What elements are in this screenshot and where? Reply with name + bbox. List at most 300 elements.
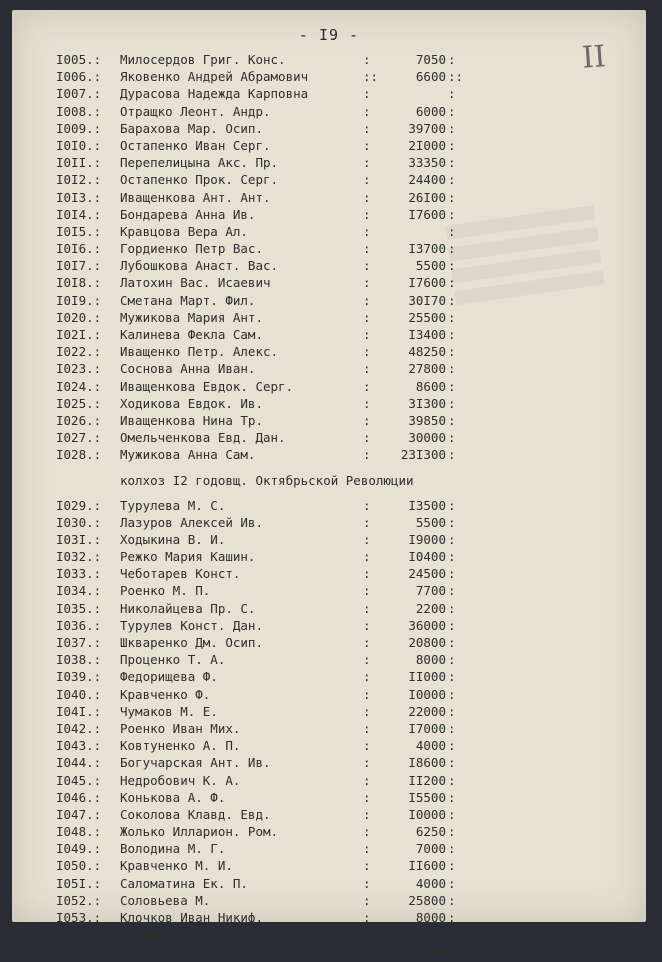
amount: I8600 xyxy=(408,755,446,771)
list-row xyxy=(56,773,536,790)
entry-number: I035.: xyxy=(56,600,102,616)
person-name: Кравцова Вера Ал. xyxy=(120,223,248,239)
person-name: Иващенкова Евдок. Серг. xyxy=(120,378,294,394)
list-row xyxy=(56,549,536,566)
entry-number: I047.: xyxy=(56,806,102,822)
separator: : xyxy=(448,155,456,171)
amount: 24400 xyxy=(408,172,446,188)
separator: : xyxy=(363,772,371,788)
amount: 8000 xyxy=(415,652,446,668)
amount: 22000 xyxy=(408,703,446,719)
amount: I2300 xyxy=(408,944,446,960)
separator: : xyxy=(448,514,456,530)
separator: : xyxy=(363,944,371,960)
entry-number: I028.: xyxy=(56,447,102,463)
entry-number: I007.: xyxy=(56,86,102,102)
entry-number: I055.: xyxy=(56,944,102,960)
list-row xyxy=(56,790,536,807)
amount: 30000 xyxy=(408,430,446,446)
entry-number: I049.: xyxy=(56,841,102,857)
entry-number: I009.: xyxy=(56,120,102,136)
entry-number: I033.: xyxy=(56,566,102,582)
person-name: Ковтуненко А. П. xyxy=(120,738,241,754)
separator: : xyxy=(363,447,371,463)
person-name: Латохин Вас. Исаевич xyxy=(120,275,271,291)
person-name: Клочков Иван Никиф. xyxy=(120,910,263,925)
entry-number: I005.: xyxy=(56,52,102,67)
entry-number: I039.: xyxy=(56,669,102,685)
separator: : xyxy=(448,789,456,805)
separator: : xyxy=(363,617,371,633)
separator: : xyxy=(363,52,371,67)
entry-number: I04I.: xyxy=(56,703,102,719)
list-row xyxy=(56,447,536,464)
entry-number: I054.: xyxy=(56,927,102,943)
person-name: Николайцева Пр. С. xyxy=(120,600,256,616)
separator: : xyxy=(448,686,456,702)
separator: : xyxy=(448,772,456,788)
payment-list xyxy=(56,52,536,962)
separator: : xyxy=(363,566,371,582)
person-name: Соколова Клавд. Евд. xyxy=(120,806,271,822)
separator: : xyxy=(448,841,456,857)
separator: : xyxy=(363,327,371,342)
list-row xyxy=(56,327,536,344)
person-name: Режко Мария Кашин. xyxy=(120,549,256,565)
amount: 8600 xyxy=(415,378,446,394)
amount: 26I00 xyxy=(408,189,446,205)
amount: 20800 xyxy=(408,635,446,650)
amount: 33350 xyxy=(408,155,446,171)
amount: 39700 xyxy=(408,120,446,136)
separator: : xyxy=(448,824,456,840)
entry-number: I0I5.: xyxy=(56,223,102,239)
separator: : xyxy=(363,892,371,908)
person-name: Ходыкина В. И. xyxy=(120,531,226,547)
separator: : xyxy=(448,395,456,411)
separator: : xyxy=(448,497,456,513)
separator: : xyxy=(448,86,456,102)
person-name: Иващенкова Нина Тр. xyxy=(120,412,263,428)
entry-number: I006.: xyxy=(56,69,102,85)
separator: : xyxy=(448,875,456,891)
separator: : xyxy=(448,189,456,205)
separator: : xyxy=(363,430,371,446)
entry-number: I023.: xyxy=(56,361,102,377)
separator: : xyxy=(448,703,456,719)
separator: : xyxy=(363,497,371,513)
person-name: Калинева Фекла Сам. xyxy=(120,327,263,342)
separator: : xyxy=(448,52,456,67)
separator: : xyxy=(363,344,371,360)
entry-number: I0I9.: xyxy=(56,292,102,308)
amount: 7700 xyxy=(415,583,446,599)
separator: : xyxy=(448,292,456,308)
amount: I3400 xyxy=(408,327,446,342)
separator: :: xyxy=(363,69,379,85)
entry-number: I024.: xyxy=(56,378,102,394)
list-row xyxy=(56,361,536,378)
list-row xyxy=(56,652,536,669)
person-name: Турулев Конст. Дан. xyxy=(120,617,263,633)
person-name: Мужикова Анна Сам. xyxy=(120,447,256,463)
separator: : xyxy=(448,858,456,874)
amount: I3700 xyxy=(408,241,446,257)
person-name: Омельченкова Евд. Дан. xyxy=(120,430,286,446)
amount: 2I000 xyxy=(408,137,446,153)
separator: : xyxy=(448,327,456,342)
person-name: Турулева М. С. xyxy=(120,497,226,513)
amount: 30I70 xyxy=(408,292,446,308)
list-row xyxy=(56,52,536,69)
separator: : xyxy=(363,395,371,411)
separator: : xyxy=(363,258,371,274)
entry-number: I008.: xyxy=(56,103,102,119)
separator: : xyxy=(363,686,371,702)
separator: : xyxy=(363,172,371,188)
amount: 6600 xyxy=(415,69,446,85)
list-row xyxy=(56,532,536,549)
entry-number: I022.: xyxy=(56,344,102,360)
person-name: Ходикова Евдок. Ив. xyxy=(120,395,263,411)
list-row xyxy=(56,755,536,772)
document-page xyxy=(12,10,646,960)
amount: 5500 xyxy=(415,258,446,274)
separator: : xyxy=(363,806,371,822)
list-row xyxy=(56,207,536,224)
separator: : xyxy=(448,361,456,377)
entry-number: I040.: xyxy=(56,686,102,702)
list-row xyxy=(56,104,536,121)
list-row xyxy=(56,344,536,361)
person-name: Саломатина Ек. П. xyxy=(120,875,248,891)
entry-number: I02I.: xyxy=(56,327,102,342)
separator: : xyxy=(448,275,456,291)
entry-number: I043.: xyxy=(56,738,102,754)
list-row xyxy=(56,155,536,172)
list-row xyxy=(56,824,536,841)
separator: : xyxy=(448,549,456,565)
person-name: Чеботарев Конст. xyxy=(120,566,241,582)
list-row xyxy=(56,69,536,86)
separator: : xyxy=(363,600,371,616)
amount: 25800 xyxy=(408,892,446,908)
separator: : xyxy=(448,738,456,754)
entry-number: I044.: xyxy=(56,755,102,771)
amount: 6I00 xyxy=(415,927,446,943)
separator: : xyxy=(448,927,456,943)
person-name: Рыбальченко Иван Яковлевич xyxy=(120,927,316,943)
separator: : xyxy=(448,566,456,582)
person-name: Остапенко Прок. Серг. xyxy=(120,172,279,188)
entry-number: I0I3.: xyxy=(56,189,102,205)
person-name: Лубошкова Анаст. Вас. xyxy=(120,258,279,274)
person-name: Шкваренко Дм. Осип. xyxy=(120,635,263,650)
separator: : xyxy=(448,635,456,650)
person-name: Дурасова Надежда Карповна xyxy=(120,86,309,102)
amount: 8000 xyxy=(415,910,446,925)
separator: : xyxy=(448,258,456,274)
entry-number: I0I2.: xyxy=(56,172,102,188)
entry-number: I0II.: xyxy=(56,155,102,171)
separator: : xyxy=(363,635,371,650)
list-row xyxy=(56,293,536,310)
list-row xyxy=(56,704,536,721)
separator: : xyxy=(448,892,456,908)
list-row xyxy=(56,224,536,241)
entry-number: I038.: xyxy=(56,652,102,668)
separator: : xyxy=(363,669,371,685)
amount: 4000 xyxy=(415,875,446,891)
separator: : xyxy=(448,137,456,153)
list-row xyxy=(56,601,536,618)
entry-number: I048.: xyxy=(56,824,102,840)
separator: : xyxy=(448,344,456,360)
amount: I9000 xyxy=(408,531,446,547)
entry-number: I029.: xyxy=(56,497,102,513)
amount: 36000 xyxy=(408,617,446,633)
separator: :: xyxy=(448,69,464,85)
separator: : xyxy=(448,944,456,960)
entry-number: I030.: xyxy=(56,514,102,530)
list-row xyxy=(56,635,536,652)
list-row xyxy=(56,876,536,893)
amount: 23I300 xyxy=(400,447,446,463)
list-row xyxy=(56,310,536,327)
person-name: Отращко Леонт. Андр. xyxy=(120,103,271,119)
separator: : xyxy=(448,430,456,446)
person-name: Иващенкова Ант. Ант. xyxy=(120,189,271,205)
person-name: Милосердов Григ. Конс. xyxy=(120,52,286,67)
amount: II600 xyxy=(408,858,446,874)
separator: : xyxy=(363,789,371,805)
person-name: Жолько Илларион. Ром. xyxy=(120,824,279,840)
separator: : xyxy=(363,652,371,668)
entry-number: I046.: xyxy=(56,789,102,805)
amount: I7600 xyxy=(408,275,446,291)
list-row xyxy=(56,396,536,413)
amount: 24500 xyxy=(408,566,446,582)
list-row xyxy=(56,515,536,532)
person-name: Кравченко М. И. xyxy=(120,858,233,874)
separator: : xyxy=(448,241,456,257)
list-row xyxy=(56,721,536,738)
separator: : xyxy=(448,447,456,463)
separator: : xyxy=(363,206,371,222)
list-row xyxy=(56,669,536,686)
person-name: Роенко М. П. xyxy=(120,583,211,599)
amount: 7000 xyxy=(415,841,446,857)
entry-number: I026.: xyxy=(56,412,102,428)
person-name: Остапенко Иван Серг. xyxy=(120,137,271,153)
person-name: Федорищева Ф. xyxy=(120,669,218,685)
list-row xyxy=(56,138,536,155)
entry-number: I0I7.: xyxy=(56,258,102,274)
separator: : xyxy=(363,361,371,377)
person-name: Богучарская Ант. Ив. xyxy=(120,755,271,771)
separator: : xyxy=(448,910,456,925)
person-name: Барахова Мар. Осип. xyxy=(120,120,263,136)
list-row xyxy=(56,944,536,961)
entry-number: I053.: xyxy=(56,910,102,925)
person-name: Яковенко Андрей Абрамович xyxy=(120,69,309,85)
margin-mark: II xyxy=(581,39,608,76)
separator: : xyxy=(448,669,456,685)
separator: : xyxy=(363,223,371,239)
separator: : xyxy=(448,617,456,633)
list-row xyxy=(56,893,536,910)
list-row xyxy=(56,172,536,189)
entry-number: I05I.: xyxy=(56,875,102,891)
list-row xyxy=(56,583,536,600)
separator: : xyxy=(363,858,371,874)
amount: 27800 xyxy=(408,361,446,377)
separator: : xyxy=(363,703,371,719)
separator: : xyxy=(448,309,456,325)
entry-number: I03I.: xyxy=(56,531,102,547)
amount: 6250 xyxy=(415,824,446,840)
amount: 3I300 xyxy=(408,395,446,411)
separator: : xyxy=(363,841,371,857)
list-row xyxy=(56,807,536,824)
amount: I0400 xyxy=(408,549,446,565)
separator: : xyxy=(363,738,371,754)
person-name: Лазуров Алексей Ив. xyxy=(120,514,263,530)
person-name: Конькова А. Ф. xyxy=(120,789,226,805)
separator: : xyxy=(448,172,456,188)
separator: : xyxy=(363,292,371,308)
amount: I7600 xyxy=(408,206,446,222)
list-row xyxy=(56,687,536,704)
separator: : xyxy=(363,241,371,257)
separator: : xyxy=(448,378,456,394)
separator: : xyxy=(363,103,371,119)
amount: 6000 xyxy=(415,103,446,119)
person-name: Гордиенко Петр Вас. xyxy=(120,241,263,257)
separator: : xyxy=(448,806,456,822)
entry-number: I0I6.: xyxy=(56,241,102,257)
separator: : xyxy=(448,120,456,136)
amount: II000 xyxy=(408,669,446,685)
amount: 5500 xyxy=(415,514,446,530)
entry-number: I025.: xyxy=(56,395,102,411)
person-name: Соснова Анна Иван. xyxy=(120,361,256,377)
person-name: Иващенко Петр. Алекс. xyxy=(120,344,279,360)
list-row xyxy=(56,275,536,292)
person-name: Володина М. Г. xyxy=(120,841,226,857)
separator: : xyxy=(448,720,456,736)
person-name: Малова Е. Ф. xyxy=(120,944,211,960)
section-heading: колхоз I2 годовщ. Октябрьской Революции xyxy=(120,472,414,488)
entry-number: I037.: xyxy=(56,635,102,650)
list-row xyxy=(56,618,536,635)
list-row xyxy=(56,566,536,583)
entry-number: I020.: xyxy=(56,309,102,325)
list-row xyxy=(56,121,536,138)
list-row xyxy=(56,430,536,447)
separator: : xyxy=(363,378,371,394)
separator: : xyxy=(363,86,371,102)
separator: : xyxy=(363,155,371,171)
separator: : xyxy=(448,755,456,771)
list-row xyxy=(56,413,536,430)
separator: : xyxy=(363,275,371,291)
separator: : xyxy=(448,652,456,668)
entry-number: I027.: xyxy=(56,430,102,446)
separator: : xyxy=(363,531,371,547)
person-name: Кравченко Ф. xyxy=(120,686,211,702)
amount: 25500 xyxy=(408,309,446,325)
separator: : xyxy=(448,412,456,428)
separator: : xyxy=(363,549,371,565)
list-row xyxy=(56,86,536,103)
list-row xyxy=(56,858,536,875)
list-row xyxy=(56,241,536,258)
separator: : xyxy=(448,223,456,239)
entry-number: I036.: xyxy=(56,617,102,633)
separator: : xyxy=(363,927,371,943)
entry-number: I042.: xyxy=(56,720,102,736)
entry-number: I0I8.: xyxy=(56,275,102,291)
list-row xyxy=(56,190,536,207)
entry-number: I0I0.: xyxy=(56,137,102,153)
person-name: Чумаков М. Е. xyxy=(120,703,218,719)
person-name: Бондарева Анна Ив. xyxy=(120,206,256,222)
separator: : xyxy=(448,103,456,119)
entry-number: I045.: xyxy=(56,772,102,788)
list-row xyxy=(56,498,536,515)
amount: 39850 xyxy=(408,412,446,428)
separator: : xyxy=(448,583,456,599)
separator: : xyxy=(363,875,371,891)
entry-number: I0I4.: xyxy=(56,206,102,222)
amount: 4000 xyxy=(415,738,446,754)
separator: : xyxy=(448,600,456,616)
amount: 7050 xyxy=(415,52,446,67)
person-name: Соловьева М. xyxy=(120,892,211,908)
separator: : xyxy=(448,206,456,222)
separator: : xyxy=(363,755,371,771)
person-name: Сметана Март. Фил. xyxy=(120,292,256,308)
separator: : xyxy=(363,412,371,428)
separator: : xyxy=(363,137,371,153)
person-name: Проценко Т. А. xyxy=(120,652,226,668)
person-name: Перепелицына Акс. Пр. xyxy=(120,155,279,171)
list-row xyxy=(56,738,536,755)
person-name: Недробович К. А. xyxy=(120,772,241,788)
amount: I0000 xyxy=(408,686,446,702)
separator: : xyxy=(363,910,371,925)
page-number: - I9 - xyxy=(298,26,360,44)
amount: 48250 xyxy=(408,344,446,360)
separator: : xyxy=(363,824,371,840)
list-row xyxy=(56,379,536,396)
separator: : xyxy=(363,120,371,136)
amount: I3500 xyxy=(408,497,446,513)
entry-number: I052.: xyxy=(56,892,102,908)
separator: : xyxy=(363,514,371,530)
amount: I7000 xyxy=(408,720,446,736)
separator: : xyxy=(363,583,371,599)
list-row xyxy=(56,910,536,927)
list-row xyxy=(56,258,536,275)
separator: : xyxy=(363,309,371,325)
amount: I0000 xyxy=(408,806,446,822)
person-name: Мужикова Мария Ант. xyxy=(120,309,263,325)
amount: I5500 xyxy=(408,789,446,805)
entry-number: I032.: xyxy=(56,549,102,565)
person-name: Роенко Иван Мих. xyxy=(120,720,241,736)
